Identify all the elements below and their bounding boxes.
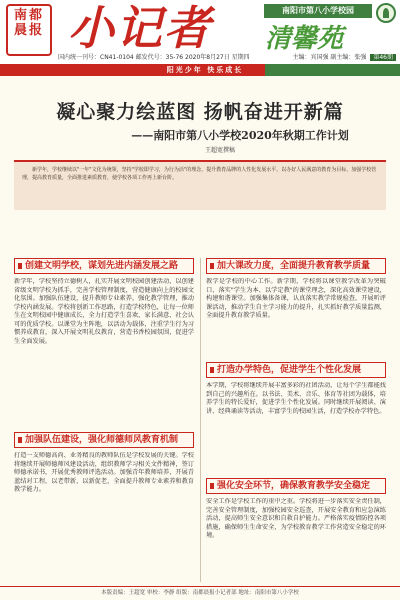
section-heading: 打造办学特色，促进学生个性化发展 bbox=[206, 362, 386, 378]
headline: 凝心聚力绘蓝图 扬帆奋进开新篇 bbox=[56, 101, 344, 123]
issue-badge: 第46期 bbox=[370, 54, 396, 61]
column-divider bbox=[200, 258, 201, 582]
author-byline: 王超宽撰稿 bbox=[204, 147, 235, 154]
section-text: 打造一支师德高尚、业务精良的教师队伍是学校发展的关键。学校将继续开展师德师风建设活动，组织教师学习相关文件精神，签订师德承诺书，开展优秀教师评选活动。加强青年教师培养，开展青蓝结对工程，以老带新，以新促老，全面提升教师专业素养和教育教学能力。 bbox=[14, 452, 194, 493]
subheadline: ——南阳市第八小学校2020年秋期工作计划 bbox=[131, 129, 349, 142]
footer: 本版责编：王超宽 审校：李静 组版：南都晨报小记者部 地址：南阳市第八小学校 bbox=[0, 586, 400, 600]
masthead-title: 小记者 bbox=[68, 1, 212, 55]
slogan: 阳光少年 快乐成长 bbox=[166, 66, 244, 74]
section-text: 新学年，学校坚持立德树人，扎实开展文明校园创建活动，以创建省级文明学校为抓手，完善学校管理制度，营造健康向上的校园文化氛围。加强队伍建设，提升教师专业素养，强化教学管理，推动学校内涵发展。学校将创新工作思路，打造学校特色，让每一位师生在文明校园中健康成长，全力打造学生喜欢、家长满意、社会认可的优质学校。以课堂为主阵地，以活动为载体，注重学生行为习惯养成教育，深入开展文明礼仪教育，营造书香校园氛围，促进学生全面发展。 bbox=[14, 278, 194, 345]
sub-logo: 清馨苑 bbox=[265, 24, 344, 54]
school-name-bar: 南阳市第八小学校园 bbox=[264, 4, 372, 18]
intro-text: 新学年，学校继续以"一年"文化为统领，坚持"学校即学习，为行为活"的理念，提升教育品牌的人性化发展水平，以办好人民满意的教育为目标，加强学校管理，提高教育质量，全面推进素质教育，使学校各项工作再上新台阶。 bbox=[22, 167, 377, 181]
section-text: 本学期，学校将继续开展丰富多彩的社团活动，让每个学生都能找到自己的兴趣所在。以书法、美术、音乐、体育等社团为载体，培养学生的特长爱好，促进学生个性化发展。同时继续开展阅读、演讲、经典诵读等活动，丰富学生的校园生活，打造学校办学特色。 bbox=[206, 382, 386, 415]
editor-info bbox=[270, 52, 396, 64]
section-text: 安全工作是学校工作的重中之重。学校将进一步落实安全责任制，完善安全管理制度，加强校园安全巡查，开展安全教育和应急演练活动，提高师生安全意识和自救自护能力。严格落实疫情防控各项措施，确保师生生命安全，为学校教育教学工作营造安全稳定的环境。 bbox=[206, 498, 386, 539]
section-heading: 创建文明学校，谋划先进内涵发展之路 bbox=[14, 258, 194, 274]
section-heading: 加强队伍建设，强化师德师风教育机制 bbox=[14, 432, 194, 448]
info-bar bbox=[0, 52, 400, 64]
slogan-bar bbox=[0, 64, 400, 76]
newspaper-seal bbox=[6, 4, 52, 56]
intro-box bbox=[14, 160, 386, 210]
masthead bbox=[0, 0, 400, 66]
seal-text: 南都晨报 bbox=[13, 8, 44, 38]
editor-names: 主编：宾国强 副主编：张强 bbox=[292, 54, 367, 61]
section-heading: 加大课改力度，全面提升教育教学质量 bbox=[206, 258, 386, 274]
section-text: 教学是学校的中心工作。新学期，学校将以课堂教学改革为突破口，落实"学生为本、以学定教"的课堂理念，深化高效课堂建设，构建和谐课堂。加强集体备课，认真落实教学常规检查，开展听评课活动，推动学生自主学习能力的提升，扎实抓好教学质量监测，全面提升教育教学质量。 bbox=[206, 278, 386, 319]
publication-info: 国内统一刊号：CN41-0104 邮发代号：35-76 2020年8月27日 星期四 bbox=[58, 54, 250, 61]
section-heading: 强化安全环节，确保教育教学安全稳定 bbox=[206, 478, 386, 494]
